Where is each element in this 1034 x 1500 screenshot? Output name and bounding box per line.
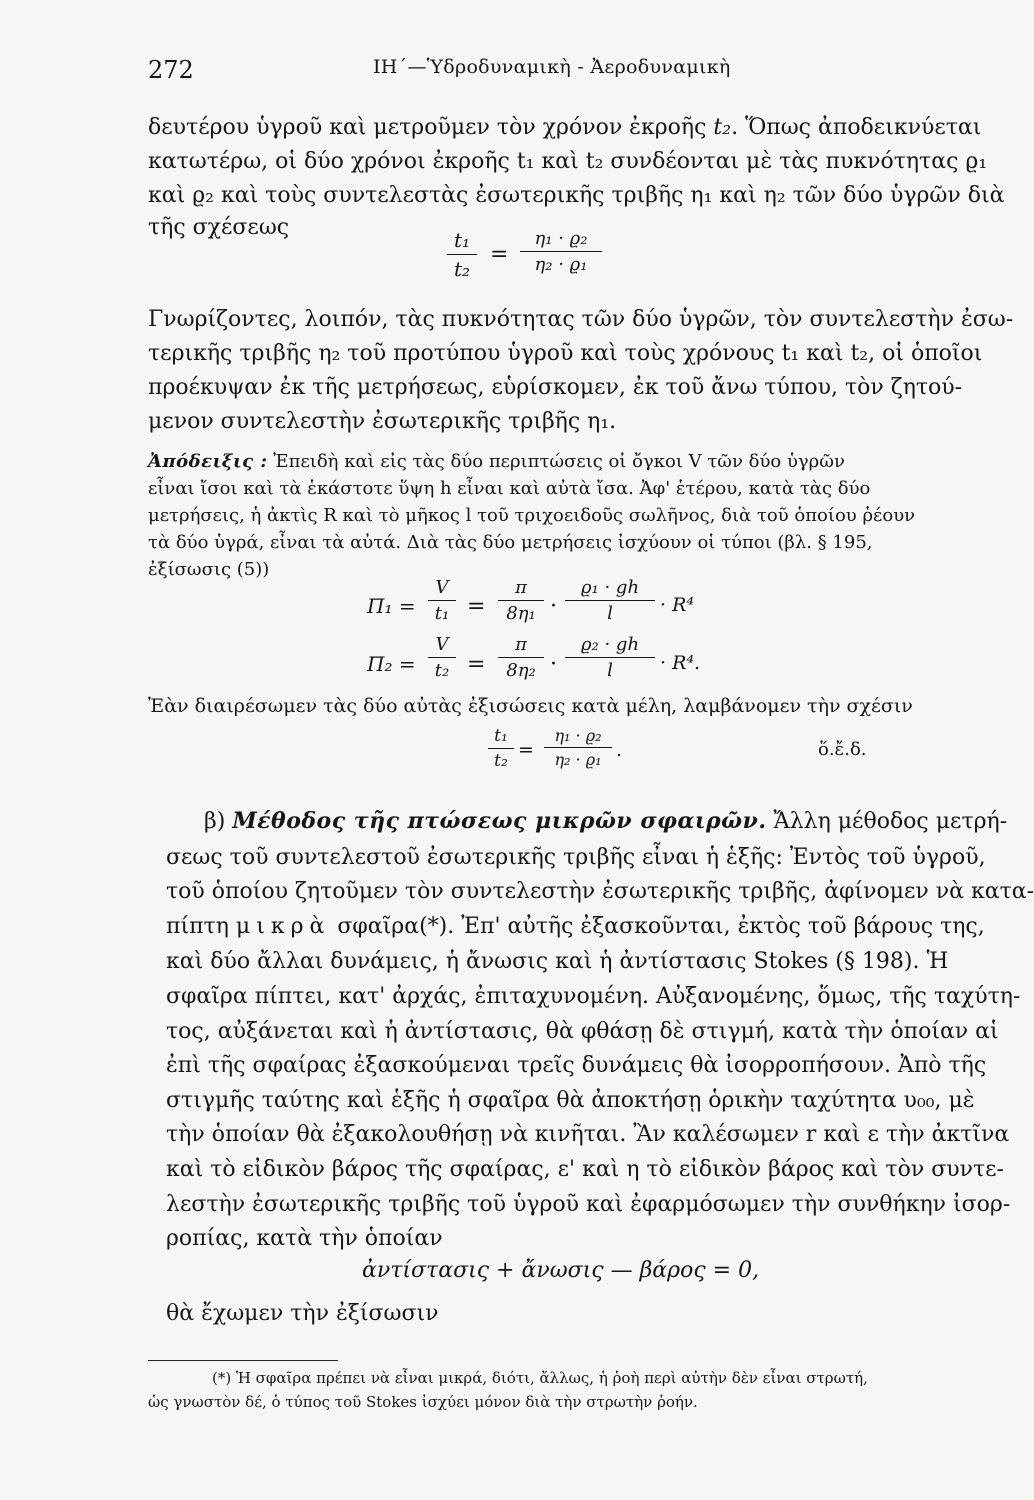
equals-sign: = bbox=[518, 739, 534, 761]
formula-tail: · R⁴. bbox=[660, 652, 701, 674]
fraction bbox=[520, 228, 602, 275]
formula-tail: · R⁴ bbox=[660, 594, 695, 616]
denominator: η₂ · ϱ₁ bbox=[534, 254, 588, 275]
footnote-line: ὡς γνωστὸν δέ, ὁ τύπος τοῦ Stokes ἰσχύει μόνον διὰ τὴν στρωτὴν ῥοήν. bbox=[148, 1393, 698, 1411]
denominator: t₁ bbox=[434, 603, 450, 624]
fraction-bar bbox=[544, 747, 612, 748]
text-line: μετρήσεις, ἡ ἀκτὶς R καὶ τὸ μῆκος l τοῦ τριχοειδοῦς σωλῆνος, διὰ τοῦ ὁποίου ῥέουν bbox=[148, 505, 916, 526]
footnote-rule bbox=[148, 1360, 338, 1361]
fraction-bar bbox=[565, 657, 655, 658]
text-line: θὰ ἔχωμεν τὴν ἐξίσωσιν bbox=[166, 1301, 439, 1326]
denominator: l bbox=[607, 660, 613, 681]
fraction bbox=[498, 634, 544, 681]
text-line: Γνωρίζοντες, λοιπόν, τὰς πυκνότητας τῶν δύο ὑγρῶν, τὸν συντελεστὴν ἐσω- bbox=[148, 307, 1014, 332]
text-segment: Ἐπειδὴ καὶ εἰς τὰς δύο περιπτώσεις οἱ ὄγκοι V τῶν δύο ὑγρῶν bbox=[273, 451, 845, 472]
fraction-bar bbox=[498, 657, 544, 658]
fraction bbox=[447, 228, 477, 281]
text-segment: σφαῖρα(*). Ἐπ' αὐτῆς ἐξασκοῦνται, ἐκτὸς τοῦ βάρους της, bbox=[337, 914, 985, 939]
formula-lhs: Π₂ = bbox=[367, 652, 416, 676]
text-line: προέκυψαν ἐκ τῆς μετρήσεως, εὑρίσκομεν, ἐκ τοῦ ἄνω τύπου, τὸν ζητού- bbox=[148, 375, 963, 400]
numerator: t₁ bbox=[494, 726, 508, 746]
denominator: 8η₂ bbox=[506, 660, 536, 681]
fraction bbox=[428, 577, 456, 624]
numerator: η₁ · ϱ₂ bbox=[534, 228, 588, 249]
numerator: V bbox=[435, 577, 449, 598]
fraction bbox=[565, 634, 655, 681]
text-line: ροπίας, κατὰ τὴν ὁποίαν bbox=[166, 1226, 443, 1251]
numerator: t₁ bbox=[453, 228, 471, 252]
period: . bbox=[616, 739, 623, 761]
fraction-bar bbox=[428, 600, 456, 601]
fraction-bar bbox=[428, 657, 456, 658]
text-line: μενον συντελεστὴν ἐσωτερικῆς τριβῆς η₁. bbox=[148, 409, 617, 434]
denominator: t₂ bbox=[453, 257, 471, 281]
emphasis-spaced: μικρὰ bbox=[235, 914, 331, 939]
footnote bbox=[148, 1366, 933, 1414]
fraction-bar bbox=[488, 748, 514, 749]
numerator: η₁ · ϱ₂ bbox=[554, 726, 602, 745]
text-segment: Ἄλλη μέθοδος μετρή- bbox=[773, 809, 1008, 834]
text-line bbox=[148, 448, 845, 476]
text-line: καὶ δύο ἄλλαι δυνάμεις, ἡ ἄνωσις καὶ ἡ ἀντίστασις Stokes (§ 198). Ἡ bbox=[166, 949, 949, 974]
text-line: τὴν ὁποίαν θὰ ἐξακολουθήσῃ νὰ κινῆται. Ἂν καλέσωμεν r καὶ ε τὴν ἀκτῖνα bbox=[166, 1122, 1010, 1147]
text-line: τὰ δύο ὑγρά, εἶναι τὰ αὐτά. Διὰ τὰς δύο μετρήσεις ἰσχύουν οἱ τύποι (βλ. § 195, bbox=[148, 532, 873, 553]
text-segment: πίπτη bbox=[166, 914, 229, 939]
page-header bbox=[148, 56, 908, 90]
fraction-bar bbox=[565, 600, 655, 601]
dot-operator: · bbox=[550, 652, 557, 677]
variable: t₂ bbox=[713, 115, 732, 140]
text-segment: . Ὅπως ἀποδεικνύεται bbox=[731, 115, 982, 140]
text-line: στιγμῆς ταύτης καὶ ἑξῆς ἡ σφαῖρα θὰ ἀποκτήσῃ ὁρικὴν ταχύτητα υ₀₀, μὲ bbox=[166, 1088, 975, 1113]
text-line bbox=[148, 110, 981, 145]
fraction bbox=[565, 577, 655, 624]
page-number: 272 bbox=[148, 56, 194, 84]
numerator: ϱ₂ · gh bbox=[580, 634, 640, 655]
denominator: l bbox=[607, 603, 613, 624]
fraction bbox=[544, 726, 612, 769]
numerator: V bbox=[435, 634, 449, 655]
denominator: t₂ bbox=[434, 660, 450, 681]
text-line: κατωτέρω, οἱ δύο χρόνοι ἐκροῆς t₁ καὶ t₂ συνδέονται μὲ τὰς πυκνότητας ϱ₁ bbox=[148, 149, 988, 174]
fraction-bar bbox=[447, 254, 477, 255]
text-line: ἐπὶ τῆς σφαίρας ἐξασκούμεναι τρεῖς δυνάμεις θὰ ἰσορροπήσουν. Ἀπὸ τῆς bbox=[166, 1053, 987, 1078]
equals-sign: = bbox=[467, 594, 486, 619]
fraction bbox=[488, 726, 514, 771]
fraction bbox=[428, 634, 456, 681]
fraction bbox=[498, 577, 544, 624]
equals-sign: = bbox=[467, 652, 486, 677]
text-line: καὶ τὸ εἰδικὸν βάρος τῆς σφαίρας, ε' καὶ η τὸ εἰδικὸν βάρος καὶ τὸν συντε- bbox=[166, 1157, 1004, 1182]
text-line: λεστὴν ἐσωτερικῆς τριβῆς τοῦ ὑγροῦ καὶ ἐφαρμόσωμεν τὴν συνθήκην ἰσορ- bbox=[166, 1192, 1011, 1217]
text-line: σφαῖρα πίπτει, κατ' ἀρχάς, ἐπιταχυνομένη. Αὐξανομένης, ὅμως, τῆς ταχύτη- bbox=[166, 984, 1021, 1009]
text-line: τος, αὐξάνεται καὶ ἡ ἀντίστασις, θὰ φθάσῃ δὲ στιγμή, κατὰ τὴν ὁποίαν αἱ bbox=[166, 1019, 999, 1044]
fraction-bar bbox=[498, 600, 544, 601]
text-line: εἶναι ἴσοι καὶ τὰ ἑκάστοτε ὕψη h εἶναι καὶ αὐτὰ ἴσα. Ἀφ' ἑτέρου, κατὰ τὰς δύο bbox=[148, 478, 871, 499]
text-line: τοῦ ὁποίου ζητοῦμεν τὸν συντελεστὴν ἐσωτερικῆς τριβῆς, ἀφίνομεν νὰ κατα- bbox=[166, 879, 1034, 904]
text-line: ἐξίσωσις (5)) bbox=[148, 559, 270, 580]
text-line: τῆς σχέσεως bbox=[148, 215, 290, 240]
section-marker: β) bbox=[204, 809, 226, 834]
denominator: 8η₁ bbox=[506, 603, 536, 624]
formula-equilibrium: ἀντίστασις + ἄνωσις — βάρος = 0, bbox=[362, 1258, 760, 1283]
text-line: τερικῆς τριβῆς η₂ τοῦ προτύπου ὑγροῦ καὶ τοὺς χρόνους t₁ καὶ t₂, οἱ ὁποῖοι bbox=[148, 341, 983, 366]
dot-operator: · bbox=[550, 594, 557, 619]
equals-sign: = bbox=[490, 242, 509, 267]
section-heading: Μέθοδος τῆς πτώσεως μικρῶν σφαιρῶν. bbox=[232, 808, 767, 834]
formula-lhs: Π₁ = bbox=[367, 594, 416, 618]
proof-label: Ἀπόδειξις : bbox=[148, 451, 268, 472]
text-line: σεως τοῦ συντελεστοῦ ἐσωτερικῆς τριβῆς εἶναι ἡ ἑξῆς: Ἐντὸς τοῦ ὑγροῦ, bbox=[166, 845, 986, 870]
numerator: π bbox=[515, 577, 527, 598]
numerator: ϱ₁ · gh bbox=[580, 577, 640, 598]
numerator: π bbox=[515, 634, 527, 655]
denominator: η₂ · ϱ₁ bbox=[554, 750, 602, 769]
text-segment: δευτέρου ὑγροῦ καὶ μετροῦμεν τὸν χρόνον ἐκροῆς bbox=[148, 115, 707, 140]
text-line bbox=[166, 909, 985, 944]
text-line: Ἐὰν διαιρέσωμεν τὰς δύο αὐτὰς ἐξισώσεις κατὰ μέλη, λαμβάνομεν τὴν σχέσιν bbox=[148, 695, 913, 717]
text-line: καὶ ϱ₂ καὶ τοὺς συντελεστὰς ἐσωτερικῆς τριβῆς η₁ καὶ η₂ τῶν δύο ὑγρῶν διὰ bbox=[148, 183, 1005, 208]
fraction-bar bbox=[520, 251, 602, 252]
text-line bbox=[204, 804, 1007, 839]
running-title: ΙΗ΄—Ὑδροδυναμικὴ - Ἀεροδυναμικὴ bbox=[373, 56, 731, 78]
qed-mark: ὅ.ἔ.δ. bbox=[818, 739, 867, 760]
denominator: t₂ bbox=[494, 751, 508, 771]
footnote-line: (*) Ἡ σφαῖρα πρέπει νὰ εἶναι μικρά, διότι, ἄλλως, ἡ ῥοὴ περὶ αὐτὴν δὲν εἶναι στρωτή, bbox=[212, 1369, 868, 1387]
